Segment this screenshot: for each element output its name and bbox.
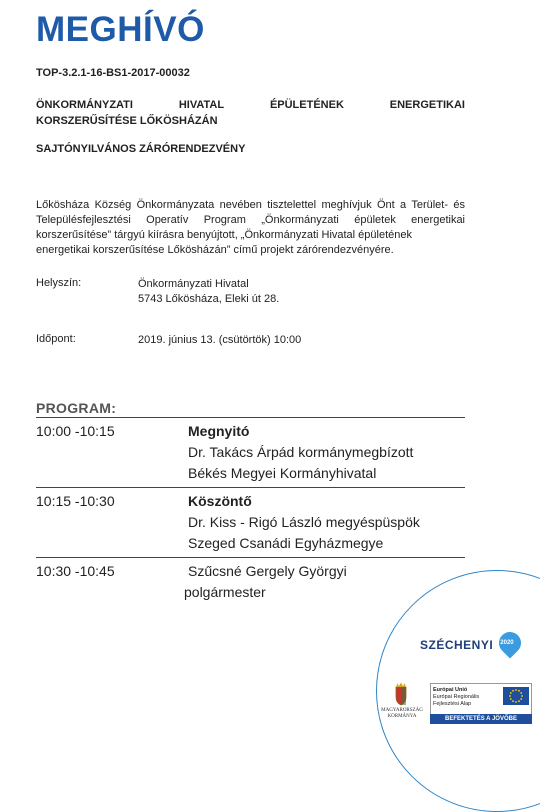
eu-line: Fejlesztési Alap	[433, 701, 472, 707]
eu-text	[433, 687, 479, 708]
program-row	[36, 418, 465, 488]
eu-star-icon	[518, 700, 520, 702]
program-item-line: Szeged Csanádi Egyházmegye	[188, 535, 384, 551]
eu-star-icon	[520, 692, 522, 694]
program-time: 10:30 -10:45	[36, 563, 115, 579]
eu-slogan-bar: BEFEKTETÉS A JÖVŐBE	[430, 714, 532, 724]
eu-star-icon	[510, 692, 512, 694]
program-item-title: Köszöntő	[188, 493, 252, 509]
subject-word: ÖNKORMÁNYZATI	[36, 99, 133, 111]
program-item-line: Dr. Takács Árpád kormánymegbízott	[188, 444, 414, 460]
eu-star-icon	[512, 690, 514, 692]
hungarian-crest-icon	[392, 682, 410, 706]
program-item-line: Békés Megyei Kormányhivatal	[188, 465, 377, 481]
program-item-line: Szűcsné Gergely Györgyi	[188, 563, 347, 579]
eu-flag-icon	[503, 687, 529, 705]
program-desc	[188, 488, 465, 557]
crest-caption	[378, 708, 426, 720]
event-subtitle: SAJTÓNYILVÁNOS ZÁRÓRENDEZVÉNY	[36, 143, 246, 155]
eu-star-icon	[518, 690, 520, 692]
intro-last-line: energetikai korszerűsítése Lőkösházán” című projekt zárórendezvényére.	[36, 244, 394, 256]
szechenyi-logo-text: SZÉCHENYI	[420, 638, 494, 652]
eu-star-icon	[521, 695, 523, 697]
subject-word: ENERGETIKAI	[389, 99, 465, 111]
intro-text: Lőkösháza Község Önkormányzata nevében tisztelettel meghívjuk Önt a Terület- és Településfejlesztési Operatív Program „Önkormányzati épületek energetikai korszerűsítése” tárgyú kiírásra benyújtott, „Önkormányzati Hivatal épületének	[36, 199, 465, 241]
eu-logo	[430, 683, 532, 715]
program-item-title: Megnyitó	[188, 423, 250, 439]
time-label: Időpont:	[36, 333, 76, 345]
program-time: 10:15 -10:30	[36, 493, 115, 509]
program-item-line: Dr. Kiss - Rigó László megyéspüspök	[188, 514, 420, 530]
eu-star-icon	[515, 701, 517, 703]
time-value: 2019. június 13. (csütörtök) 10:00	[138, 334, 302, 346]
program-row	[36, 488, 465, 558]
project-id: TOP-3.2.1-16-BS1-2017-00032	[36, 67, 190, 79]
project-subject	[36, 97, 465, 129]
program-time: 10:00 -10:15	[36, 423, 115, 439]
subject-word: ÉPÜLETÉNEK	[269, 99, 344, 111]
location-value	[138, 277, 279, 307]
program-table	[36, 417, 465, 606]
program-item-line: polgármester	[184, 584, 266, 600]
crest-line: KORMÁNYA	[387, 714, 417, 719]
eu-star-icon	[512, 700, 514, 702]
eu-star-icon	[520, 698, 522, 700]
program-desc	[188, 418, 465, 487]
location-line2: 5743 Lőkösháza, Eleki út 28.	[138, 293, 280, 305]
eu-star-icon	[515, 689, 517, 691]
program-heading: PROGRAM:	[36, 400, 117, 416]
szechenyi-year: 2020	[500, 640, 514, 647]
program-row	[36, 558, 465, 606]
location-label: Helyszín:	[36, 277, 82, 289]
location-line1: Önkormányzati Hivatal	[138, 278, 249, 290]
intro-paragraph	[36, 198, 465, 258]
crest-line: MAGYARORSZÁG	[381, 708, 423, 713]
eu-star-icon	[510, 698, 512, 700]
subject-line2: KORSZERŰSÍTÉSE LŐKÖSHÁZÁN	[36, 115, 218, 127]
eu-star-icon	[509, 695, 511, 697]
subject-word: HIVATAL	[178, 99, 225, 111]
eu-line: Európai Unió	[433, 687, 468, 693]
eu-line: Európai Regionális	[433, 694, 480, 700]
page-title: MEGHÍVÓ	[36, 10, 205, 49]
